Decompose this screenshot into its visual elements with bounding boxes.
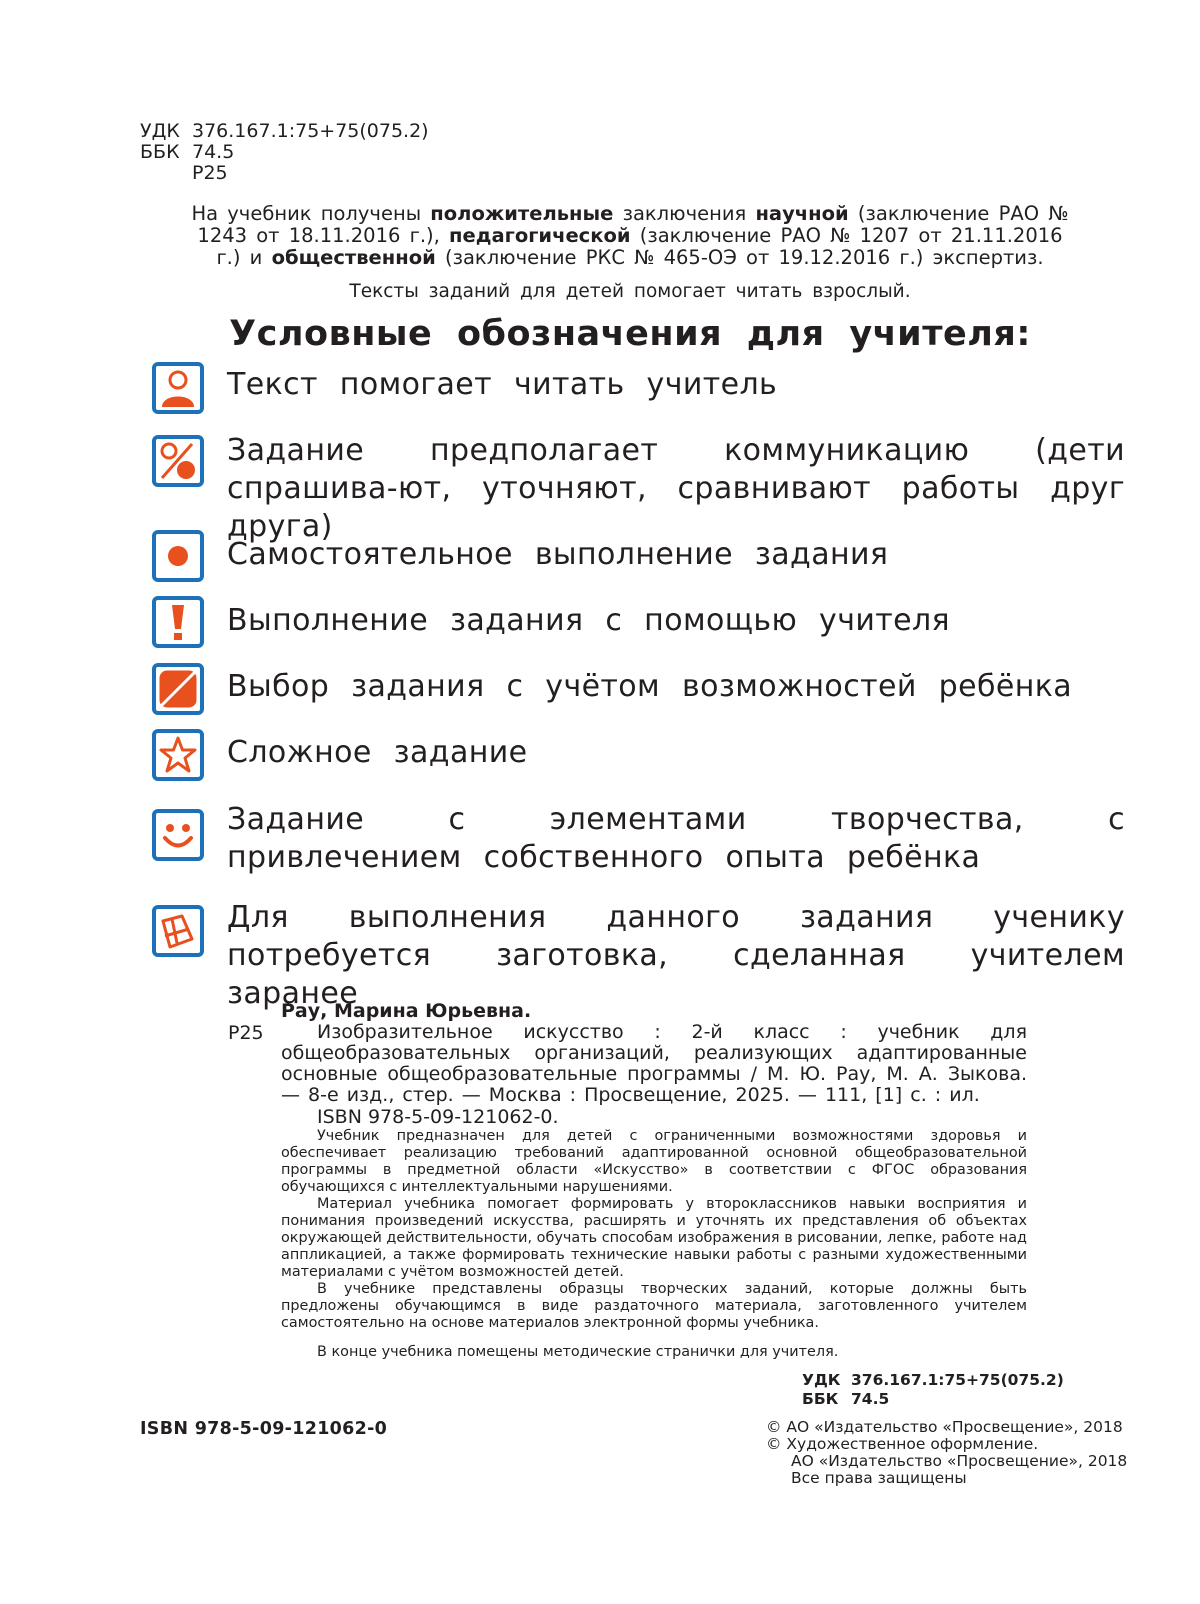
catalog-annotation: В учебнике представлены образцы творческих заданий, которые должны быть предложены обучающимся в виде раздаточного материала, заготовленного учителем самостоятельно на основе материалов электронной формы учебника. [281, 1281, 1027, 1331]
legend-item-text: Задание с элементами творчества, с привлечением собственного опыта ребёнка [227, 802, 1125, 875]
copyright-line: © Художественное оформление. [766, 1435, 1039, 1453]
legend-item-text: Выполнение задания с помощью учителя [227, 603, 950, 638]
catalog-isbn: ISBN 978-5-09-121062-0. [317, 1106, 559, 1128]
legend-item-text: Задание предполагает коммуникацию (дети спрашива-ют, уточняют, сравнивают работы друг друга) [227, 433, 1125, 544]
star-icon [152, 729, 204, 781]
catalog-code: Р25 [228, 1022, 264, 1044]
teacher-reads-icon [152, 362, 204, 414]
legend-item-text: Выбор задания с учётом возможностей ребёнка [227, 669, 1073, 704]
independent-task-icon [152, 530, 204, 582]
adult-note: Тексты заданий для детей помогает читать взрослый. [349, 281, 911, 302]
catalog-udk-label: УДК [802, 1371, 841, 1389]
expertise-bold: положительные [430, 202, 614, 225]
bbk-label: ББК [140, 141, 180, 163]
rights-line: Все права защищены [791, 1469, 967, 1487]
expertise-bold: научной [755, 202, 849, 225]
teacher-help-icon [152, 596, 204, 648]
communication-icon [152, 435, 204, 487]
expertise-text: На учебник получены [191, 202, 431, 225]
template-icon [152, 905, 204, 957]
bbk-value: 74.5 [192, 141, 235, 163]
catalog-bbk-label: ББК [802, 1390, 839, 1408]
legend-item-text: Сложное задание [227, 735, 528, 770]
footer-isbn: ISBN 978-5-09-121062-0 [140, 1419, 388, 1439]
legend-item-text: Самостоятельное выполнение задания [227, 537, 889, 572]
catalog-udk-value: 376.167.1:75+75(075.2) [851, 1371, 1064, 1389]
catalog-bbk-value: 74.5 [851, 1390, 890, 1408]
legend-item-text: Текст помогает читать учитель [227, 367, 778, 402]
expertise-text: (заключение РАО № 1243 от 18.11.2016 г.), [197, 202, 1069, 247]
expertise-text: (заключение РАО № 1207 от 21.11.2016 г.) и [216, 224, 1063, 269]
expertise-text: (заключение РКС № 465-ОЭ от 19.12.2016 г.) экспертиз. [435, 246, 1044, 269]
expertise-text: заключения [613, 202, 756, 225]
catalog-annotation: Материал учебника помогает формировать у второклассников навыки восприятия и понимания произведений искусства, расширять и уточнять их представления об объектах окружающей действительности, обучать способам изображения в рисовании, лепке, работе над аппликацией, а также формировать технические навыки работы с разными художественными материалами с учётом возможностей детей. [281, 1196, 1027, 1280]
copyright-line: АО «Издательство «Просвещение», 2018 [791, 1452, 1128, 1470]
catalog-annotation: Учебник предназначен для детей с ограниченными возможностями здоровья и обеспечивает реализацию требований адаптированной основной общеобразовательной программы в предметной области «Искусство» в соответствии с ФГОС образования обучающихся с интеллектуальными нарушениями. [281, 1128, 1027, 1195]
smiley-icon [152, 809, 204, 861]
catalog-description: Изобразительное искусство : 2-й класс : учебник для общеобразовательных организаций, реализующих адаптированные основные общеобразовательные программы / М. Ю. Рау, М. А. Зыкова. — 8-е изд., стер. — Москва : Просвещение, 2025. — 111, [1] с. : ил. [281, 1021, 1027, 1106]
choice-icon [152, 663, 204, 715]
author-mark: Р25 [192, 162, 228, 184]
expertise-bold: педагогической [449, 224, 631, 247]
udk-label: УДК [140, 120, 180, 142]
expertise-bold: общественной [271, 246, 436, 269]
udk-value: 376.167.1:75+75(075.2) [192, 120, 429, 142]
expertise-paragraph [190, 203, 1070, 269]
catalog-annotation: В конце учебника помещены методические странички для учителя. [317, 1344, 839, 1360]
legend-item-text: Для выполнения данного задания ученику потребуется заготовка, сделанная учителем заранее [227, 900, 1125, 1011]
copyright-line: © АО «Издательство «Просвещение», 2018 [766, 1418, 1123, 1436]
legend-title: Условные обозначения для учителя: [229, 314, 1031, 354]
catalog-author: Рау, Марина Юрьевна. [281, 1000, 532, 1022]
